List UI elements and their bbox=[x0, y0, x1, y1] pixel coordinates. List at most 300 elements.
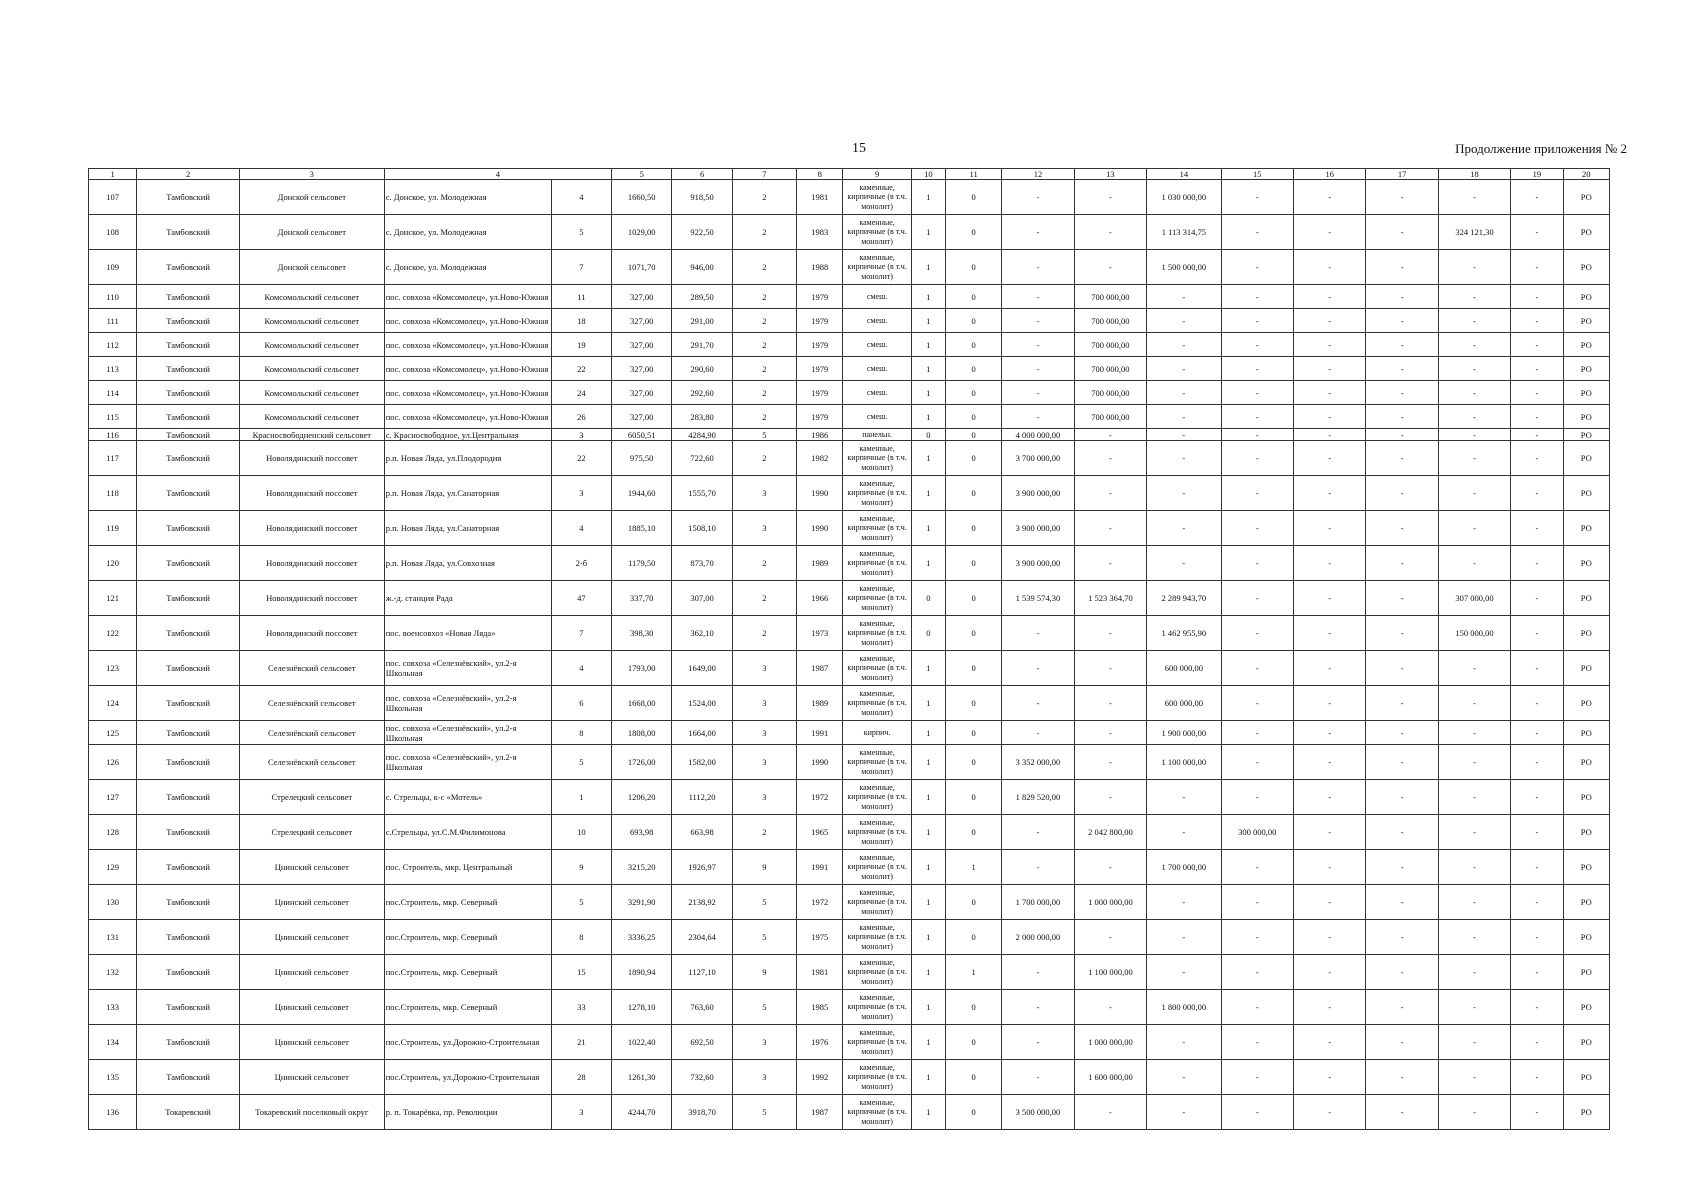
table-cell: - bbox=[1221, 333, 1293, 357]
table-cell: Токаревский поселковый округ bbox=[239, 1095, 384, 1130]
table-cell: 7 bbox=[551, 616, 611, 651]
table-cell: 11 bbox=[551, 285, 611, 309]
table-cell: - bbox=[1002, 850, 1074, 885]
table-cell: 1 bbox=[911, 285, 945, 309]
table-row bbox=[89, 616, 1610, 651]
table-cell: 1990 bbox=[797, 511, 843, 546]
table-cell: Цнинский сельсовет bbox=[239, 990, 384, 1025]
table-cell: - bbox=[1438, 546, 1510, 581]
table-cell: 1 600 000,00 bbox=[1074, 1060, 1146, 1095]
table-cell: - bbox=[1511, 215, 1563, 250]
table-cell: 0 bbox=[945, 546, 1001, 581]
table-cell: 292,60 bbox=[672, 381, 732, 405]
table-cell: - bbox=[1438, 721, 1510, 745]
table-cell: 663,98 bbox=[672, 815, 732, 850]
table-cell: 2 bbox=[732, 309, 796, 333]
table-cell: - bbox=[1221, 721, 1293, 745]
table-cell: 1 bbox=[911, 405, 945, 429]
table-cell: пос. военсовхоз «Новая Ляда» bbox=[384, 616, 551, 651]
table-cell: Тамбовский bbox=[137, 850, 240, 885]
header-cell: 3 bbox=[239, 169, 384, 180]
table-cell: 1179,50 bbox=[612, 546, 672, 581]
table-cell: пос. совхоза «Селезнёвский», ул.2-я Школьная bbox=[384, 686, 551, 721]
table-cell: 3 500 000,00 bbox=[1002, 1095, 1074, 1130]
table-cell: 8 bbox=[551, 721, 611, 745]
table-cell: 1 000 000,00 bbox=[1074, 885, 1146, 920]
table-row bbox=[89, 309, 1610, 333]
table-cell: 113 bbox=[89, 357, 137, 381]
table-cell: Селезнёвский сельсовет bbox=[239, 686, 384, 721]
table-cell: 127 bbox=[89, 780, 137, 815]
table-cell: Донской сельсовет bbox=[239, 180, 384, 215]
table-cell: - bbox=[1438, 250, 1510, 285]
table-cell: 327,00 bbox=[612, 285, 672, 309]
table-cell: 2 bbox=[732, 616, 796, 651]
table-cell: Тамбовский bbox=[137, 780, 240, 815]
table-cell: - bbox=[1438, 651, 1510, 686]
table-cell: - bbox=[1366, 476, 1438, 511]
table-cell: 119 bbox=[89, 511, 137, 546]
table-cell: Тамбовский bbox=[137, 285, 240, 309]
table-cell: р.п. Новая Ляда, ул.Плодородия bbox=[384, 441, 551, 476]
table-cell: 0 bbox=[945, 285, 1001, 309]
table-cell: - bbox=[1147, 780, 1221, 815]
table-cell: 1 462 955,90 bbox=[1147, 616, 1221, 651]
table-cell: - bbox=[1293, 885, 1365, 920]
table-cell: 1982 bbox=[797, 441, 843, 476]
table-cell: - bbox=[1074, 476, 1146, 511]
table-cell: 1649,00 bbox=[672, 651, 732, 686]
table-cell: 1 bbox=[911, 686, 945, 721]
table-cell: р.п. Новая Ляда, ул.Санаторная bbox=[384, 476, 551, 511]
table-cell: пос.Строитель, мкр. Северный bbox=[384, 955, 551, 990]
table-cell: 1 700 000,00 bbox=[1002, 885, 1074, 920]
table-cell: 0 bbox=[945, 990, 1001, 1025]
table-cell: 1979 bbox=[797, 309, 843, 333]
table-cell: 8 bbox=[551, 920, 611, 955]
table-cell: 763,60 bbox=[672, 990, 732, 1025]
table-cell: пос. Строитель, мкр. Центральный bbox=[384, 850, 551, 885]
table-cell: - bbox=[1438, 357, 1510, 381]
table-cell: 0 bbox=[945, 357, 1001, 381]
table-cell: - bbox=[1074, 990, 1146, 1025]
table-cell: - bbox=[1147, 476, 1221, 511]
table-cell: 2 bbox=[732, 250, 796, 285]
table-cell: 1944,60 bbox=[612, 476, 672, 511]
table-cell: - bbox=[1366, 990, 1438, 1025]
table-cell: 4 bbox=[551, 511, 611, 546]
table-row bbox=[89, 745, 1610, 780]
table-cell: - bbox=[1002, 180, 1074, 215]
table-row bbox=[89, 721, 1610, 745]
table-cell: 600 000,00 bbox=[1147, 686, 1221, 721]
table-cell: 1990 bbox=[797, 745, 843, 780]
table-cell: каменные, кирпичные (в т.ч. монолит) bbox=[843, 850, 911, 885]
table-cell: РО bbox=[1563, 1095, 1609, 1130]
table-cell: р.п. Новая Ляда, ул.Санаторная bbox=[384, 511, 551, 546]
table-cell: - bbox=[1221, 1060, 1293, 1095]
table-cell: - bbox=[1438, 309, 1510, 333]
table-cell: 1987 bbox=[797, 651, 843, 686]
table-cell: РО bbox=[1563, 920, 1609, 955]
table-cell: - bbox=[1221, 546, 1293, 581]
header-cell: 18 bbox=[1438, 169, 1510, 180]
table-cell: - bbox=[1366, 381, 1438, 405]
table-cell: 5 bbox=[732, 1095, 796, 1130]
table-cell: РО bbox=[1563, 429, 1609, 441]
table-cell: Стрелецкий сельсовет bbox=[239, 815, 384, 850]
table-cell: каменные, кирпичные (в т.ч. монолит) bbox=[843, 745, 911, 780]
table-cell: - bbox=[1293, 1060, 1365, 1095]
table-cell: 918,50 bbox=[672, 180, 732, 215]
table-cell: - bbox=[1366, 850, 1438, 885]
table-cell: Цнинский сельсовет bbox=[239, 920, 384, 955]
table-cell: - bbox=[1002, 1060, 1074, 1095]
table-cell: 0 bbox=[945, 745, 1001, 780]
table-cell: Тамбовский bbox=[137, 721, 240, 745]
table-cell: - bbox=[1074, 546, 1146, 581]
table-cell: Тамбовский bbox=[137, 1025, 240, 1060]
table-cell: панельн. bbox=[843, 429, 911, 441]
table-cell: - bbox=[1293, 920, 1365, 955]
table-cell: 107 bbox=[89, 180, 137, 215]
table-cell: - bbox=[1293, 429, 1365, 441]
table-row bbox=[89, 686, 1610, 721]
table-cell: каменные, кирпичные (в т.ч. монолит) bbox=[843, 686, 911, 721]
table-cell: - bbox=[1511, 381, 1563, 405]
table-cell: 131 bbox=[89, 920, 137, 955]
table-cell: - bbox=[1511, 990, 1563, 1025]
table-cell: каменные, кирпичные (в т.ч. монолит) bbox=[843, 990, 911, 1025]
table-cell: смеш. bbox=[843, 285, 911, 309]
table-cell: 10 bbox=[551, 815, 611, 850]
table-cell: - bbox=[1002, 616, 1074, 651]
table-cell: - bbox=[1366, 429, 1438, 441]
table-cell: 1989 bbox=[797, 546, 843, 581]
table-cell: РО bbox=[1563, 180, 1609, 215]
table-cell: - bbox=[1366, 357, 1438, 381]
table-cell: - bbox=[1438, 180, 1510, 215]
table-cell: - bbox=[1221, 616, 1293, 651]
table-cell: 1555,70 bbox=[672, 476, 732, 511]
table-cell: каменные, кирпичные (в т.ч. монолит) bbox=[843, 581, 911, 616]
table-cell: 0 bbox=[945, 815, 1001, 850]
table-cell: 1808,00 bbox=[612, 721, 672, 745]
header-cell: 2 bbox=[137, 169, 240, 180]
table-cell: р.п. Новая Ляда, ул.Совхозная bbox=[384, 546, 551, 581]
header-cell: 12 bbox=[1002, 169, 1074, 180]
table-cell: 6 bbox=[551, 686, 611, 721]
table-cell: - bbox=[1002, 815, 1074, 850]
table-cell: 3 bbox=[732, 686, 796, 721]
table-cell: - bbox=[1511, 511, 1563, 546]
table-cell: 1 bbox=[911, 745, 945, 780]
table-row bbox=[89, 815, 1610, 850]
table-row bbox=[89, 441, 1610, 476]
table-cell: кирпич. bbox=[843, 721, 911, 745]
table-cell: 0 bbox=[911, 581, 945, 616]
table-cell: 47 bbox=[551, 581, 611, 616]
table-cell: 1976 bbox=[797, 1025, 843, 1060]
table-cell: - bbox=[1366, 955, 1438, 990]
table-cell: 1992 bbox=[797, 1060, 843, 1095]
table-cell: 307 000,00 bbox=[1438, 581, 1510, 616]
table-cell: - bbox=[1002, 1025, 1074, 1060]
table-cell: 117 bbox=[89, 441, 137, 476]
header-cell: 14 bbox=[1147, 169, 1221, 180]
table-cell: 922,50 bbox=[672, 215, 732, 250]
table-cell: - bbox=[1074, 920, 1146, 955]
table-cell: Тамбовский bbox=[137, 920, 240, 955]
table-cell: 0 bbox=[945, 511, 1001, 546]
table-cell: 114 bbox=[89, 381, 137, 405]
table-cell: Комсомольский сельсовет bbox=[239, 309, 384, 333]
table-cell: Тамбовский bbox=[137, 990, 240, 1025]
table-cell: 5 bbox=[551, 215, 611, 250]
table-cell: 3 bbox=[732, 476, 796, 511]
table-cell: 135 bbox=[89, 1060, 137, 1095]
table-cell: 1726,00 bbox=[612, 745, 672, 780]
table-cell: Цнинский сельсовет bbox=[239, 885, 384, 920]
table-cell: 1890,94 bbox=[612, 955, 672, 990]
table-cell: 1985 bbox=[797, 990, 843, 1025]
table-row bbox=[89, 780, 1610, 815]
table-cell: 1987 bbox=[797, 1095, 843, 1130]
table-cell: смеш. bbox=[843, 357, 911, 381]
table-cell: РО bbox=[1563, 686, 1609, 721]
table-cell: - bbox=[1147, 285, 1221, 309]
table-cell: с. Донское, ул. Молодежная bbox=[384, 180, 551, 215]
table-cell: Тамбовский bbox=[137, 250, 240, 285]
table-cell: 1981 bbox=[797, 180, 843, 215]
header-row bbox=[89, 169, 1610, 180]
table-cell: - bbox=[1221, 955, 1293, 990]
table-cell: РО bbox=[1563, 405, 1609, 429]
table-cell: пос.Строитель, мкр. Северный bbox=[384, 885, 551, 920]
table-row bbox=[89, 476, 1610, 511]
table-cell: 1668,00 bbox=[612, 686, 672, 721]
table-cell: - bbox=[1293, 955, 1365, 990]
table-cell: - bbox=[1221, 309, 1293, 333]
table-cell: смеш. bbox=[843, 333, 911, 357]
table-cell: Тамбовский bbox=[137, 381, 240, 405]
table-cell: 327,00 bbox=[612, 357, 672, 381]
table-cell: 3 700 000,00 bbox=[1002, 441, 1074, 476]
table-cell: 700 000,00 bbox=[1074, 381, 1146, 405]
table-row bbox=[89, 955, 1610, 990]
table-cell: Тамбовский bbox=[137, 405, 240, 429]
table-cell: Тамбовский bbox=[137, 686, 240, 721]
table-cell: 3215,20 bbox=[612, 850, 672, 885]
table-cell: - bbox=[1293, 180, 1365, 215]
table-cell: - bbox=[1147, 511, 1221, 546]
table-cell: Новолядинский поссовет bbox=[239, 581, 384, 616]
table-cell: 1 bbox=[945, 850, 1001, 885]
table-cell: 21 bbox=[551, 1025, 611, 1060]
table-cell: - bbox=[1002, 357, 1074, 381]
table-cell: 2 bbox=[732, 441, 796, 476]
table-cell: 3 bbox=[732, 511, 796, 546]
table-cell: - bbox=[1002, 405, 1074, 429]
table-cell: - bbox=[1293, 850, 1365, 885]
table-cell: каменные, кирпичные (в т.ч. монолит) bbox=[843, 441, 911, 476]
table-cell: - bbox=[1293, 357, 1365, 381]
table-cell: - bbox=[1293, 616, 1365, 651]
table-cell: пос. совхоза «Селезнёвский», ул.2-я Школьная bbox=[384, 745, 551, 780]
header-cell: 4 bbox=[384, 169, 611, 180]
table-cell: Тамбовский bbox=[137, 815, 240, 850]
table-cell: - bbox=[1511, 309, 1563, 333]
table-cell: 1 bbox=[911, 955, 945, 990]
header-cell: 20 bbox=[1563, 169, 1609, 180]
table-cell: РО bbox=[1563, 381, 1609, 405]
table-cell: 324 121,30 bbox=[1438, 215, 1510, 250]
page-number: 15 bbox=[852, 141, 866, 156]
table-cell: 134 bbox=[89, 1025, 137, 1060]
table-cell: - bbox=[1366, 686, 1438, 721]
table-cell: 3291,90 bbox=[612, 885, 672, 920]
header-cell: 13 bbox=[1074, 169, 1146, 180]
table-cell: - bbox=[1221, 920, 1293, 955]
table-cell: 283,80 bbox=[672, 405, 732, 429]
table-cell: - bbox=[1438, 429, 1510, 441]
table-cell: - bbox=[1147, 885, 1221, 920]
table-cell: 111 bbox=[89, 309, 137, 333]
table-cell: 3 bbox=[732, 651, 796, 686]
table-cell: 1 bbox=[911, 333, 945, 357]
table-cell: - bbox=[1366, 441, 1438, 476]
table-cell: РО bbox=[1563, 955, 1609, 990]
table-cell: 700 000,00 bbox=[1074, 309, 1146, 333]
table-cell: 337,70 bbox=[612, 581, 672, 616]
header-cell: 16 bbox=[1293, 169, 1365, 180]
table-cell: - bbox=[1293, 405, 1365, 429]
table-cell: 700 000,00 bbox=[1074, 333, 1146, 357]
table-cell: - bbox=[1511, 357, 1563, 381]
table-cell: Стрелецкий сельсовет bbox=[239, 780, 384, 815]
table-cell: 2 042 800,00 bbox=[1074, 815, 1146, 850]
table-cell: - bbox=[1366, 616, 1438, 651]
table-cell: 0 bbox=[945, 333, 1001, 357]
table-cell: с. Донское, ул. Молодежная bbox=[384, 215, 551, 250]
table-cell: 2 bbox=[732, 285, 796, 309]
table-cell: 5 bbox=[732, 990, 796, 1025]
table-cell: - bbox=[1147, 815, 1221, 850]
table-cell: Тамбовский bbox=[137, 651, 240, 686]
table-cell: Комсомольский сельсовет bbox=[239, 285, 384, 309]
table-cell: - bbox=[1293, 546, 1365, 581]
table-cell: - bbox=[1074, 215, 1146, 250]
table-cell: - bbox=[1511, 815, 1563, 850]
table-cell: - bbox=[1366, 780, 1438, 815]
table-cell: 1524,00 bbox=[672, 686, 732, 721]
table-row bbox=[89, 333, 1610, 357]
table-cell: 28 bbox=[551, 1060, 611, 1095]
table-cell: 3918,70 bbox=[672, 1095, 732, 1130]
table-cell: - bbox=[1221, 885, 1293, 920]
table-cell: 6050,51 bbox=[612, 429, 672, 441]
table-cell: Тамбовский bbox=[137, 309, 240, 333]
table-cell: с. Стрельцы, к-с «Мотель» bbox=[384, 780, 551, 815]
header-cell: 17 bbox=[1366, 169, 1438, 180]
table-cell: РО bbox=[1563, 815, 1609, 850]
table-cell: РО bbox=[1563, 357, 1609, 381]
table-cell: 3 bbox=[732, 745, 796, 780]
table-cell: 0 bbox=[945, 381, 1001, 405]
table-cell: - bbox=[1293, 285, 1365, 309]
table-cell: 1979 bbox=[797, 381, 843, 405]
table-cell: Тамбовский bbox=[137, 441, 240, 476]
table-cell: пос. совхоза «Комсомолец», ул.Ново-Южная bbox=[384, 357, 551, 381]
header-cell: 9 bbox=[843, 169, 911, 180]
table-cell: РО bbox=[1563, 250, 1609, 285]
table-cell: - bbox=[1293, 990, 1365, 1025]
table-cell: - bbox=[1074, 745, 1146, 780]
table-cell: - bbox=[1438, 780, 1510, 815]
table-cell: каменные, кирпичные (в т.ч. монолит) bbox=[843, 180, 911, 215]
table-cell: 1 bbox=[911, 850, 945, 885]
table-cell: - bbox=[1366, 815, 1438, 850]
table-cell: - bbox=[1147, 381, 1221, 405]
table-cell: - bbox=[1221, 285, 1293, 309]
table-cell: - bbox=[1221, 581, 1293, 616]
table-cell: - bbox=[1074, 780, 1146, 815]
table-row bbox=[89, 920, 1610, 955]
table-cell: - bbox=[1511, 920, 1563, 955]
table-cell: - bbox=[1366, 215, 1438, 250]
table-cell: - bbox=[1221, 381, 1293, 405]
table-row bbox=[89, 1025, 1610, 1060]
table-cell: 4 bbox=[551, 651, 611, 686]
table-cell: - bbox=[1366, 180, 1438, 215]
table-cell: пос. совхоза «Комсомолец», ул.Ново-Южная bbox=[384, 381, 551, 405]
table-cell: - bbox=[1002, 250, 1074, 285]
table-cell: - bbox=[1002, 285, 1074, 309]
table-cell: 1 bbox=[911, 780, 945, 815]
table-cell: 1793,00 bbox=[612, 651, 672, 686]
table-cell: каменные, кирпичные (в т.ч. монолит) bbox=[843, 511, 911, 546]
table-cell: 1 500 000,00 bbox=[1147, 250, 1221, 285]
table-cell: 1 100 000,00 bbox=[1147, 745, 1221, 780]
table-cell: - bbox=[1366, 651, 1438, 686]
table-cell: Селезнёвский сельсовет bbox=[239, 745, 384, 780]
table-cell: 133 bbox=[89, 990, 137, 1025]
table-cell: - bbox=[1511, 1095, 1563, 1130]
table-cell: Новолядинский поссовет bbox=[239, 511, 384, 546]
table-cell: 0 bbox=[945, 616, 1001, 651]
table-cell: - bbox=[1511, 780, 1563, 815]
table-cell: - bbox=[1002, 651, 1074, 686]
table-cell: Цнинский сельсовет bbox=[239, 955, 384, 990]
table-cell: 290,60 bbox=[672, 357, 732, 381]
table-cell: каменные, кирпичные (в т.ч. монолит) bbox=[843, 780, 911, 815]
table-cell: 24 bbox=[551, 381, 611, 405]
table-cell: Тамбовский bbox=[137, 215, 240, 250]
table-cell: 722,60 bbox=[672, 441, 732, 476]
table-cell: РО bbox=[1563, 285, 1609, 309]
table-cell: 300 000,00 bbox=[1221, 815, 1293, 850]
table-cell: - bbox=[1366, 920, 1438, 955]
table-cell: - bbox=[1511, 581, 1563, 616]
table-cell: - bbox=[1002, 990, 1074, 1025]
table-cell: - bbox=[1438, 1025, 1510, 1060]
table-cell: - bbox=[1147, 920, 1221, 955]
table-cell: пос. совхоза «Селезнёвский», ул.2-я Школьная bbox=[384, 651, 551, 686]
table-cell: каменные, кирпичные (в т.ч. монолит) bbox=[843, 651, 911, 686]
table-cell: Тамбовский bbox=[137, 1060, 240, 1095]
table-cell: 125 bbox=[89, 721, 137, 745]
table-cell: 1 bbox=[911, 1095, 945, 1130]
